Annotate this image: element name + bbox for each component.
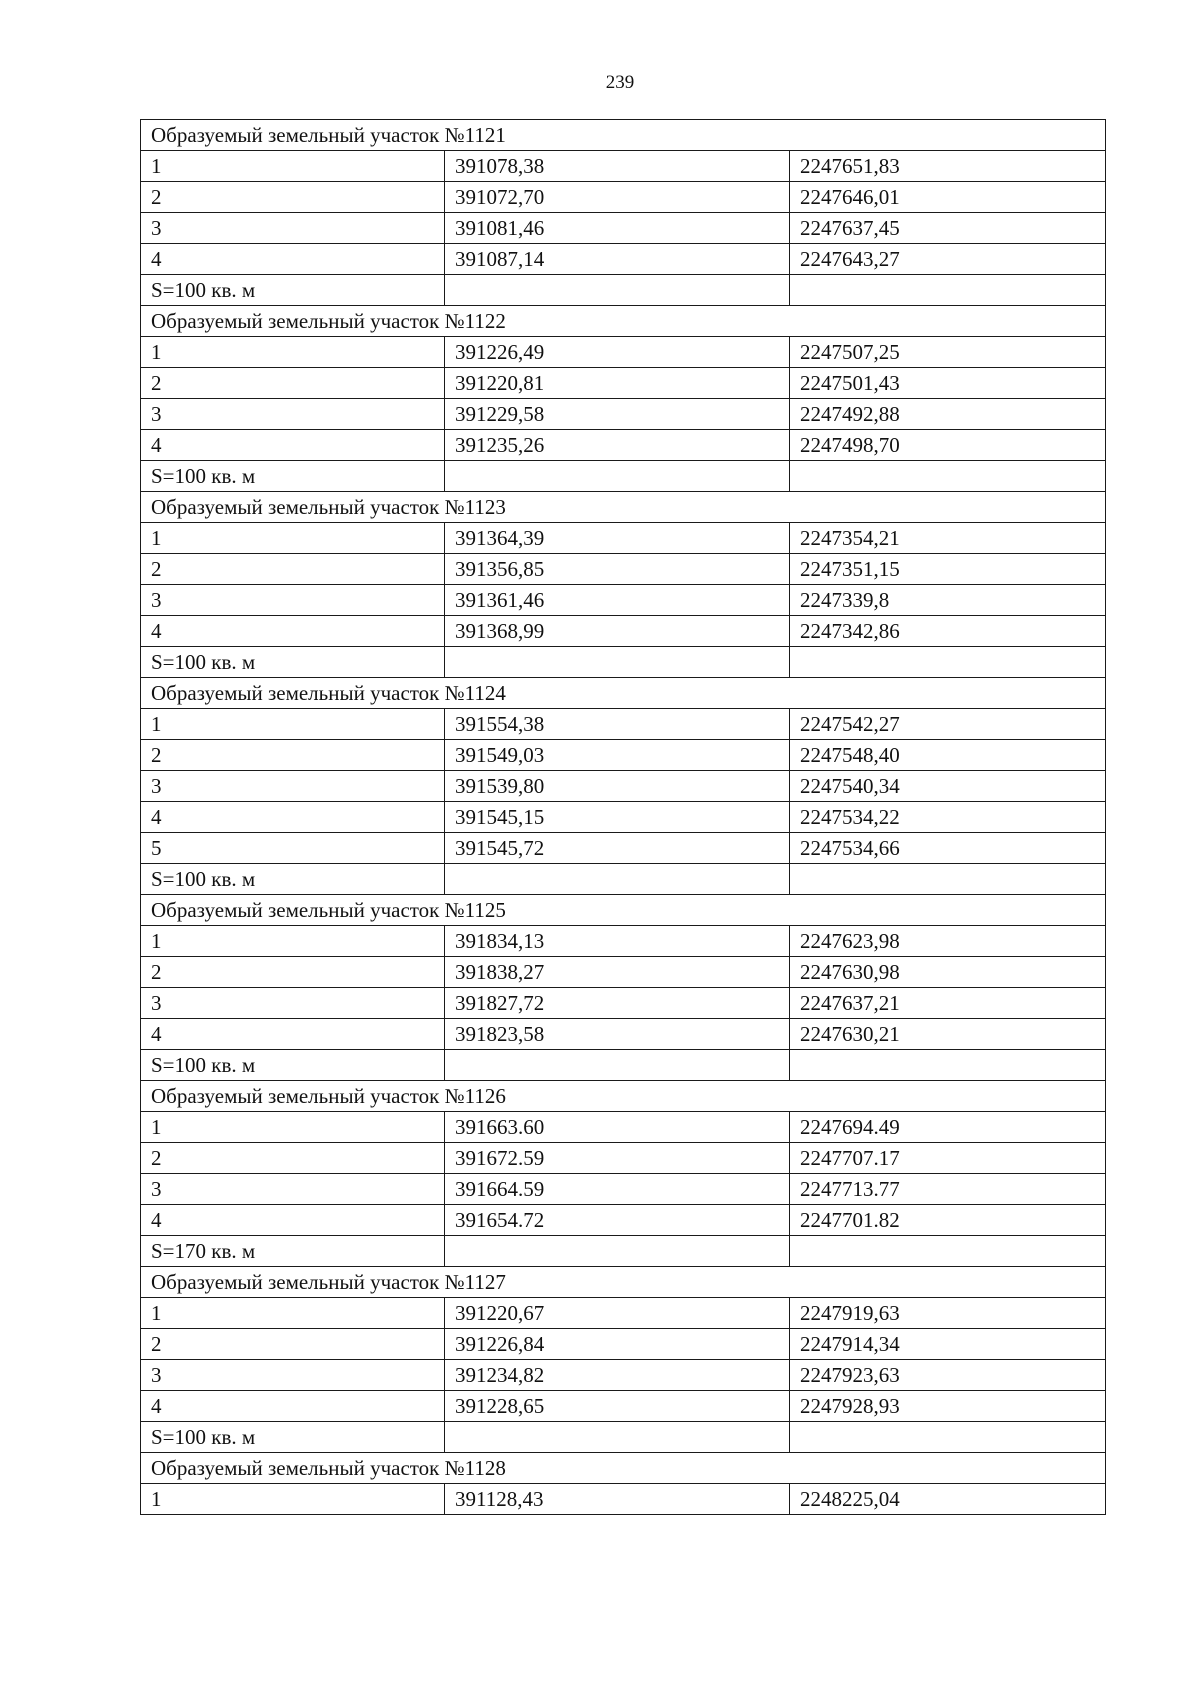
parcel-title-row — [141, 120, 1106, 151]
empty-cell — [445, 1422, 790, 1453]
coordinate-x: 391220,67 — [445, 1298, 790, 1329]
coordinate-y: 2247651,83 — [790, 151, 1106, 182]
coordinate-x: 391672.59 — [445, 1143, 790, 1174]
point-row — [141, 616, 1106, 647]
coordinate-y: 2247542,27 — [790, 709, 1106, 740]
coordinate-y: 2247342,86 — [790, 616, 1106, 647]
point-number: 1 — [141, 523, 445, 554]
point-row — [141, 585, 1106, 616]
point-row — [141, 1174, 1106, 1205]
empty-cell — [445, 647, 790, 678]
parcel-title-row — [141, 678, 1106, 709]
coordinate-y: 2247501,43 — [790, 368, 1106, 399]
coordinate-y: 2247646,01 — [790, 182, 1106, 213]
empty-cell — [445, 1236, 790, 1267]
parcel-area: S=100 кв. м — [141, 1422, 445, 1453]
parcel-title-row — [141, 1267, 1106, 1298]
point-number: 2 — [141, 1143, 445, 1174]
coordinate-x: 391072,70 — [445, 182, 790, 213]
coordinate-x: 391081,46 — [445, 213, 790, 244]
point-row — [141, 957, 1106, 988]
point-row — [141, 399, 1106, 430]
point-row — [141, 1391, 1106, 1422]
point-row — [141, 337, 1106, 368]
parcel-area: S=100 кв. м — [141, 647, 445, 678]
coordinate-y: 2247351,15 — [790, 554, 1106, 585]
area-row — [141, 647, 1106, 678]
point-number: 2 — [141, 1329, 445, 1360]
point-row — [141, 833, 1106, 864]
coordinate-x: 391823,58 — [445, 1019, 790, 1050]
coordinate-x: 391827,72 — [445, 988, 790, 1019]
point-number: 4 — [141, 1391, 445, 1422]
coordinate-x: 391545,72 — [445, 833, 790, 864]
point-number: 1 — [141, 1484, 445, 1515]
parcel-area: S=100 кв. м — [141, 461, 445, 492]
point-number: 1 — [141, 926, 445, 957]
point-number: 3 — [141, 1174, 445, 1205]
coordinate-x: 391834,13 — [445, 926, 790, 957]
point-number: 3 — [141, 585, 445, 616]
coordinate-y: 2247623,98 — [790, 926, 1106, 957]
empty-cell — [790, 461, 1106, 492]
point-row — [141, 213, 1106, 244]
coordinate-y: 2247339,8 — [790, 585, 1106, 616]
coordinate-x: 391228,65 — [445, 1391, 790, 1422]
coordinate-x: 391539,80 — [445, 771, 790, 802]
coordinate-x: 391554,38 — [445, 709, 790, 740]
point-number: 5 — [141, 833, 445, 864]
coordinate-y: 2247507,25 — [790, 337, 1106, 368]
parcel-title-row — [141, 492, 1106, 523]
coordinate-x: 391663.60 — [445, 1112, 790, 1143]
coordinate-x: 391545,15 — [445, 802, 790, 833]
empty-cell — [790, 1050, 1106, 1081]
coordinate-y: 2247694.49 — [790, 1112, 1106, 1143]
parcel-title: Образуемый земельный участок №1123 — [141, 492, 1106, 523]
page-number: 239 — [605, 72, 635, 93]
parcel-area: S=100 кв. м — [141, 864, 445, 895]
coordinate-y: 2247701.82 — [790, 1205, 1106, 1236]
empty-cell — [445, 275, 790, 306]
point-row — [141, 1360, 1106, 1391]
coordinate-y: 2247713.77 — [790, 1174, 1106, 1205]
parcel-title: Образуемый земельный участок №1124 — [141, 678, 1106, 709]
point-number: 3 — [141, 771, 445, 802]
point-row — [141, 926, 1106, 957]
coordinate-y: 2247630,21 — [790, 1019, 1106, 1050]
coordinates-table-container — [140, 119, 1106, 1515]
point-row — [141, 802, 1106, 833]
parcel-area: S=170 кв. м — [141, 1236, 445, 1267]
coordinate-x: 391361,46 — [445, 585, 790, 616]
parcel-title-row — [141, 895, 1106, 926]
point-number: 1 — [141, 1112, 445, 1143]
coordinate-x: 391235,26 — [445, 430, 790, 461]
point-row — [141, 771, 1106, 802]
point-row — [141, 523, 1106, 554]
coordinate-y: 2248225,04 — [790, 1484, 1106, 1515]
area-row — [141, 1236, 1106, 1267]
point-row — [141, 151, 1106, 182]
coordinate-x: 391220,81 — [445, 368, 790, 399]
coordinate-y: 2247534,66 — [790, 833, 1106, 864]
point-row — [141, 1143, 1106, 1174]
parcel-title-row — [141, 1081, 1106, 1112]
coordinate-y: 2247707.17 — [790, 1143, 1106, 1174]
point-number: 2 — [141, 368, 445, 399]
parcel-title: Образуемый земельный участок №1127 — [141, 1267, 1106, 1298]
coordinate-x: 391128,43 — [445, 1484, 790, 1515]
parcel-title: Образуемый земельный участок №1128 — [141, 1453, 1106, 1484]
point-row — [141, 1205, 1106, 1236]
point-row — [141, 740, 1106, 771]
coordinate-x: 391368,99 — [445, 616, 790, 647]
empty-cell — [790, 647, 1106, 678]
point-row — [141, 244, 1106, 275]
empty-cell — [445, 461, 790, 492]
coordinate-x: 391234,82 — [445, 1360, 790, 1391]
area-row — [141, 1422, 1106, 1453]
point-number: 1 — [141, 709, 445, 740]
coordinate-y: 2247928,93 — [790, 1391, 1106, 1422]
coordinate-x: 391226,49 — [445, 337, 790, 368]
point-row — [141, 1019, 1106, 1050]
coordinate-x: 391087,14 — [445, 244, 790, 275]
parcel-area: S=100 кв. м — [141, 275, 445, 306]
coordinate-y: 2247914,34 — [790, 1329, 1106, 1360]
coordinate-y: 2247498,70 — [790, 430, 1106, 461]
coordinate-y: 2247492,88 — [790, 399, 1106, 430]
point-row — [141, 1329, 1106, 1360]
point-number: 3 — [141, 988, 445, 1019]
parcel-title: Образуемый земельный участок №1121 — [141, 120, 1106, 151]
coordinate-x: 391664.59 — [445, 1174, 790, 1205]
parcel-area: S=100 кв. м — [141, 1050, 445, 1081]
coordinate-y: 2247354,21 — [790, 523, 1106, 554]
parcel-title: Образуемый земельный участок №1126 — [141, 1081, 1106, 1112]
area-row — [141, 461, 1106, 492]
point-number: 4 — [141, 244, 445, 275]
point-number: 2 — [141, 182, 445, 213]
coordinate-x: 391654.72 — [445, 1205, 790, 1236]
coordinates-table-body — [141, 120, 1106, 1515]
point-number: 4 — [141, 802, 445, 833]
point-number: 3 — [141, 399, 445, 430]
empty-cell — [790, 1236, 1106, 1267]
point-number: 4 — [141, 1205, 445, 1236]
point-number: 1 — [141, 1298, 445, 1329]
point-row — [141, 1112, 1106, 1143]
coordinate-y: 2247630,98 — [790, 957, 1106, 988]
coordinate-x: 391229,58 — [445, 399, 790, 430]
coordinate-y: 2247548,40 — [790, 740, 1106, 771]
point-number: 4 — [141, 430, 445, 461]
coordinate-y: 2247637,21 — [790, 988, 1106, 1019]
coordinate-x: 391549,03 — [445, 740, 790, 771]
area-row — [141, 1050, 1106, 1081]
area-row — [141, 864, 1106, 895]
point-number: 4 — [141, 616, 445, 647]
parcel-title-row — [141, 1453, 1106, 1484]
point-row — [141, 709, 1106, 740]
point-number: 1 — [141, 337, 445, 368]
coordinate-y: 2247923,63 — [790, 1360, 1106, 1391]
point-row — [141, 988, 1106, 1019]
point-row — [141, 554, 1106, 585]
point-row — [141, 1484, 1106, 1515]
coordinate-x: 391364,39 — [445, 523, 790, 554]
parcel-title: Образуемый земельный участок №1125 — [141, 895, 1106, 926]
coordinate-y: 2247919,63 — [790, 1298, 1106, 1329]
coordinate-x: 391356,85 — [445, 554, 790, 585]
empty-cell — [790, 275, 1106, 306]
point-number: 4 — [141, 1019, 445, 1050]
parcel-title: Образуемый земельный участок №1122 — [141, 306, 1106, 337]
coordinate-x: 391226,84 — [445, 1329, 790, 1360]
point-number: 1 — [141, 151, 445, 182]
point-row — [141, 1298, 1106, 1329]
coordinate-y: 2247540,34 — [790, 771, 1106, 802]
coordinate-y: 2247643,27 — [790, 244, 1106, 275]
point-number: 2 — [141, 740, 445, 771]
point-number: 2 — [141, 554, 445, 585]
empty-cell — [445, 1050, 790, 1081]
coordinate-y: 2247534,22 — [790, 802, 1106, 833]
coordinate-x: 391838,27 — [445, 957, 790, 988]
point-number: 3 — [141, 213, 445, 244]
empty-cell — [445, 864, 790, 895]
parcel-title-row — [141, 306, 1106, 337]
point-row — [141, 182, 1106, 213]
area-row — [141, 275, 1106, 306]
empty-cell — [790, 1422, 1106, 1453]
coordinates-table — [140, 119, 1106, 1515]
coordinate-x: 391078,38 — [445, 151, 790, 182]
point-number: 3 — [141, 1360, 445, 1391]
point-row — [141, 430, 1106, 461]
coordinate-y: 2247637,45 — [790, 213, 1106, 244]
empty-cell — [790, 864, 1106, 895]
point-number: 2 — [141, 957, 445, 988]
point-row — [141, 368, 1106, 399]
